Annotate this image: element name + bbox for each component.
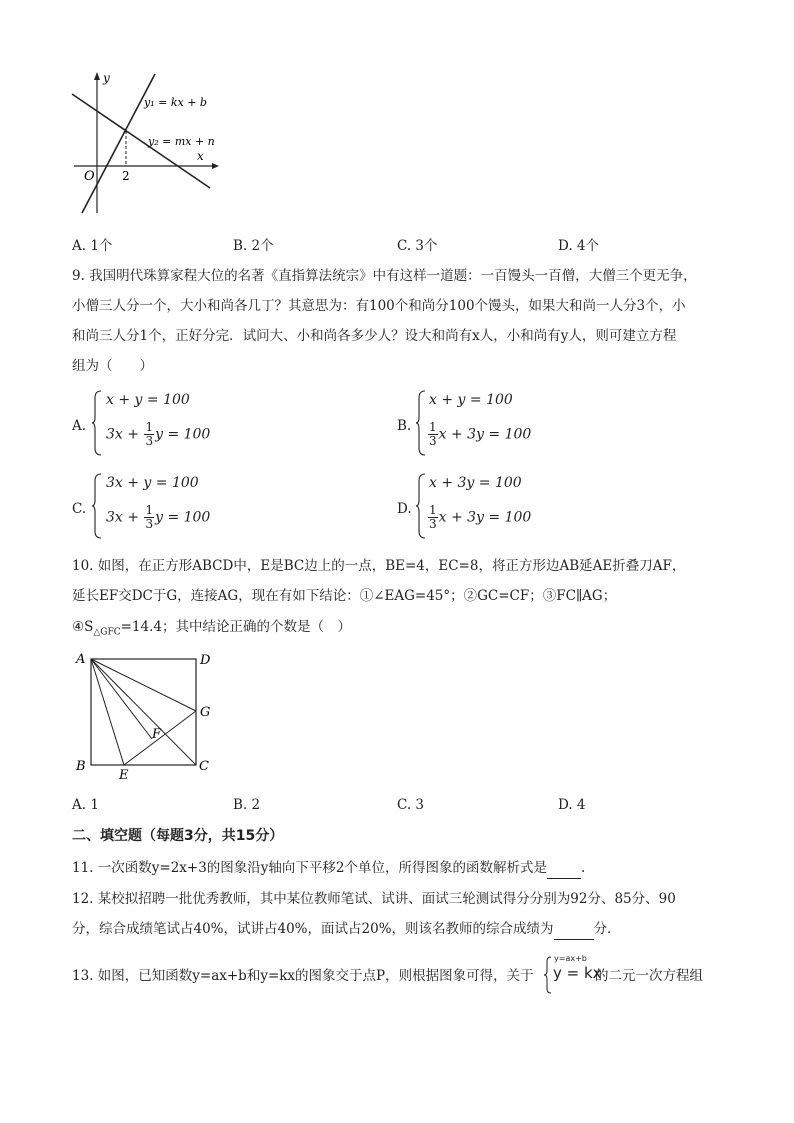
vertex-g-label: G <box>200 705 211 720</box>
segment-af <box>91 659 152 739</box>
equation-1: 3x + y = 100 <box>106 475 199 491</box>
q12-text-line-1: 12. 某校拟招聘一批优秀教师，其中某位教师笔试、试讲、面试三轮测试得分分别为92分、85分、90 <box>72 891 676 907</box>
q9-text-line-1: 9. 我国明代珠算家程大位的名著《直指算法统宗》中有这样一道题：一百馒头一百僧，大僧三个更无争， <box>72 268 697 284</box>
q8-option-d: D. 4个 <box>558 238 600 254</box>
q8-graph <box>62 68 227 216</box>
q10-option-a: A. 1 <box>72 797 99 813</box>
line-y2-label: y₂ = mx + n <box>148 135 215 148</box>
q13-text-end: 的二元一次方程组 <box>595 968 703 984</box>
q9-option-a-system <box>92 390 222 460</box>
q13-text: 13. 如图，已知函数y=ax+b和y=kx的图象交于点P，则根据图象可得，关于 <box>72 968 534 984</box>
vertex-e-label: E <box>119 768 129 783</box>
segment-ag <box>91 659 196 711</box>
vertex-c-label: C <box>199 759 209 774</box>
q9-option-c-system <box>92 473 222 543</box>
q8-option-c: C. 3个 <box>397 238 438 254</box>
brace-icon <box>92 473 102 539</box>
q11-text: 11. 一次函数y=2x+3的图象沿y轴向下平移2个单位，所得图象的函数解析式是 . <box>72 858 585 879</box>
segment-ac <box>91 659 196 765</box>
q10-option-c: C. 3 <box>397 797 425 813</box>
q9-option-b-system <box>416 390 546 460</box>
q10-text-line-3: $④S_{\triangle GFC}=14.4$；其中结论正确的个数是（ ） <box>72 619 351 638</box>
q10-square-figure <box>70 648 220 783</box>
q8-option-a: A. 1个 <box>72 238 113 254</box>
answer-blank <box>547 858 581 879</box>
equation-2: 3x + $\frac{1}{3}$ y = 100 <box>106 503 211 531</box>
section-2-heading: 二、填空题（每题3分，共15分） <box>72 828 284 844</box>
q13-equation-top: y=ax+b <box>554 954 587 963</box>
y-axis-arrow <box>94 72 100 80</box>
tick-label-2: 2 <box>122 169 130 183</box>
equation-2: $\frac{1}{3}$ x + 3y = 100 <box>429 503 532 531</box>
y-axis-label: y <box>103 71 110 85</box>
brace-icon <box>416 390 426 456</box>
answer-blank <box>554 919 594 940</box>
brace-icon <box>416 473 426 539</box>
q9-option-b-label: B. <box>397 418 412 434</box>
q8-option-b: B. 2个 <box>233 238 274 254</box>
equation-1: x + y = 100 <box>429 392 513 408</box>
x-axis-arrow <box>212 163 219 169</box>
brace-icon <box>92 390 102 456</box>
q10-text-line-1: 10. 如图，在正方形ABCD中，E是BC边上的一点，BE=4，EC=8，将正方形边AB延AE折叠刀AF， <box>72 558 686 574</box>
brace-icon <box>544 956 552 994</box>
x-axis-label: x <box>197 149 204 163</box>
q10-text-line-2: 延长EF交DC于G，连接AG，现在有如下结论：①∠EAG=45°；②GC=CF；③FC∥AG； <box>72 588 617 604</box>
q12-text-line-2: 分，综合成绩笔试占40%，试讲占40%，面试占20%，则该名教师的综合成绩为 分． <box>72 919 621 940</box>
q10-option-d: D. 4 <box>558 797 586 813</box>
equation-1: x + 3y = 100 <box>429 475 522 491</box>
vertex-f-label: F <box>152 727 162 742</box>
q13-equation-bottom: y = kx <box>553 964 602 982</box>
q9-option-d-label: D. <box>397 501 412 517</box>
origin-label: O <box>84 169 95 184</box>
equation-2: $\frac{1}{3}$ x + 3y = 100 <box>429 420 532 448</box>
q10-option-b: B. 2 <box>233 797 261 813</box>
q9-option-a-label: A. <box>72 418 87 434</box>
segment-ae <box>91 659 124 765</box>
equation-1: x + y = 100 <box>106 392 190 408</box>
q9-text-line-4: 组为（ ） <box>72 358 153 374</box>
q9-option-d-system <box>416 473 546 543</box>
vertex-b-label: B <box>76 759 86 774</box>
line-y1-label: y₁ = kx + b <box>144 96 207 109</box>
q13-system <box>544 954 602 996</box>
vertex-d-label: D <box>200 653 211 668</box>
vertex-a-label: A <box>76 652 86 667</box>
equation-2: 3x + $\frac{1}{3}$ y = 100 <box>106 420 211 448</box>
q9-text-line-3: 和尚三人分1个，正好分完．试问大、小和尚各多少人？设大和尚有x人，小和尚有y人，则可建立方程 <box>72 328 677 344</box>
q9-text-line-2: 小僧三人分一个，大小和尚各几丁？其意思为：有100个和尚分100个馒头，如果大和尚一人分3个，小 <box>72 298 686 314</box>
q9-option-c-label: C. <box>72 501 87 517</box>
